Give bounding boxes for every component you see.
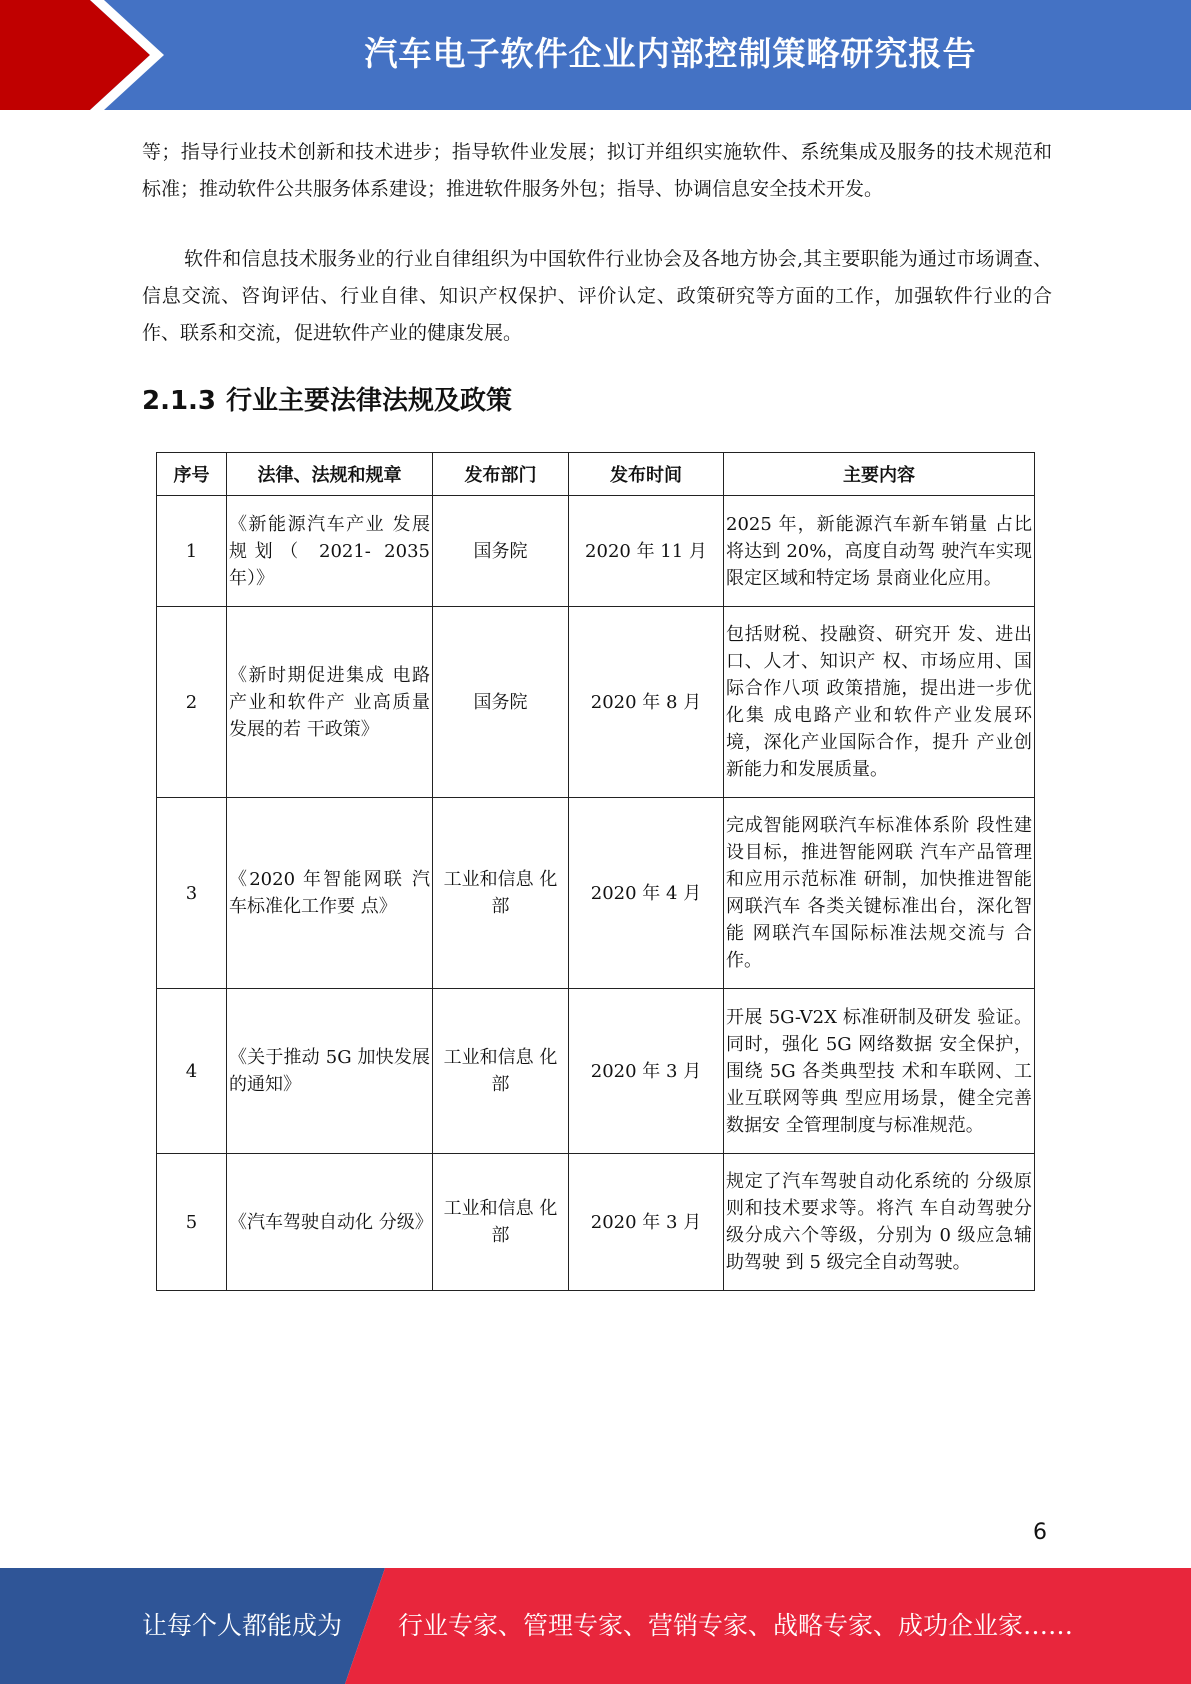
row-number: 2 <box>157 607 227 798</box>
column-header-content: 主要内容 <box>724 453 1035 496</box>
table-row <box>157 607 1035 798</box>
section-number: 2.1.3 <box>142 386 217 416</box>
law-name: 《关于推动 5G 加快发展的通知》 <box>227 989 433 1154</box>
column-header-date: 发布时间 <box>569 453 724 496</box>
page-footer <box>0 1568 1191 1684</box>
page-header <box>0 0 1191 110</box>
main-content: 规定了汽车驾驶自动化系统的 分级原则和技术要求等。将汽 车自动驾驶分级分成六个等级，分别为 0 级应急辅助驾驶 到 5 级完全自动驾驶。 <box>724 1154 1035 1291</box>
row-number: 3 <box>157 798 227 989</box>
issue-date: 2020 年 3 月 <box>569 1154 724 1291</box>
issuing-department: 国务院 <box>433 607 569 798</box>
law-name: 《新能源汽车产业 发展规划（ 2021- 2035 年）》 <box>227 496 433 607</box>
table-row <box>157 989 1035 1154</box>
section-heading <box>142 380 512 417</box>
table-header-row <box>157 453 1035 496</box>
column-header-dept: 发布部门 <box>433 453 569 496</box>
column-header-name: 法律、法规和规章 <box>227 453 433 496</box>
body-paragraph: 软件和信息技术服务业的行业自律组织为中国软件行业协会及各地方协会,其主要职能为通过市场调查、信息交流、咨询评估、行业自律、知识产权保护、评价认定、政策研究等方面的工作，加强软件行业的合作、联系和交流，促进软件产业的健康发展。 <box>142 248 1052 344</box>
main-content: 2025 年，新能源汽车新车销量 占比将达到 20%，高度自动驾 驶汽车实现限定区域和特定场 景商业化应用。 <box>724 496 1035 607</box>
row-number: 4 <box>157 989 227 1154</box>
issue-date: 2020 年 3 月 <box>569 989 724 1154</box>
row-number: 5 <box>157 1154 227 1291</box>
main-content: 包括财税、投融资、研究开 发、进出口、人才、知识产 权、市场应用、国际合作八项 政策措施，提出进一步优化集 成电路产业和软件产业发展环 境，深化产业国际合作，提升 产业创新能力和发展质量。 <box>724 607 1035 798</box>
table-row <box>157 496 1035 607</box>
law-name: 《汽车驾驶自动化 分级》 <box>227 1154 433 1291</box>
issuing-department: 工业和信息 化部 <box>433 1154 569 1291</box>
issue-date: 2020 年 8 月 <box>569 607 724 798</box>
law-name: 《2020 年智能网联 汽车标准化工作要 点》 <box>227 798 433 989</box>
footer-slogan-left: 让每个人都能成为 <box>142 1611 343 1640</box>
law-name: 《新时期促进集成 电路产业和软件产 业高质量发展的若 干政策》 <box>227 607 433 798</box>
table-row <box>157 798 1035 989</box>
page-number: 6 <box>1033 1520 1047 1545</box>
table-row <box>157 1154 1035 1291</box>
issuing-department: 工业和信息 化部 <box>433 989 569 1154</box>
body-paragraph: 等；指导行业技术创新和技术进步；指导软件业发展；拟订并组织实施软件、系统集成及服务的技术规范和标准；推动软件公共服务体系建设；推进软件服务外包；指导、协调信息安全技术开发。 <box>142 141 1052 200</box>
issuing-department: 工业和信息 化部 <box>433 798 569 989</box>
section-title-text: 行业主要法律法规及政策 <box>226 386 513 416</box>
issuing-department: 国务院 <box>433 496 569 607</box>
footer-slogan-right: 行业专家、管理专家、营销专家、战略专家、成功企业家…… <box>398 1611 1074 1640</box>
column-header-no: 序号 <box>157 453 227 496</box>
main-content: 完成智能网联汽车标准体系阶 段性建设目标，推进智能网联 汽车产品管理和应用示范标准 研制，加快推进智能网联汽车 各类关键标准出台，深化智能 网联汽车国际标准法规交流与 合作。 <box>724 798 1035 989</box>
main-content: 开展 5G-V2X 标准研制及研发 验证。同时，强化 5G 网络数据 安全保护，围绕 5G 各类典型技 术和车联网、工业互联网等典 型应用场景，健全完善数据安 全管理制度与标准规范。 <box>724 989 1035 1154</box>
report-title: 汽车电子软件企业内部控制策略研究报告 <box>364 34 977 73</box>
regulations-table <box>156 452 1035 1291</box>
issue-date: 2020 年 4 月 <box>569 798 724 989</box>
issue-date: 2020 年 11 月 <box>569 496 724 607</box>
row-number: 1 <box>157 496 227 607</box>
